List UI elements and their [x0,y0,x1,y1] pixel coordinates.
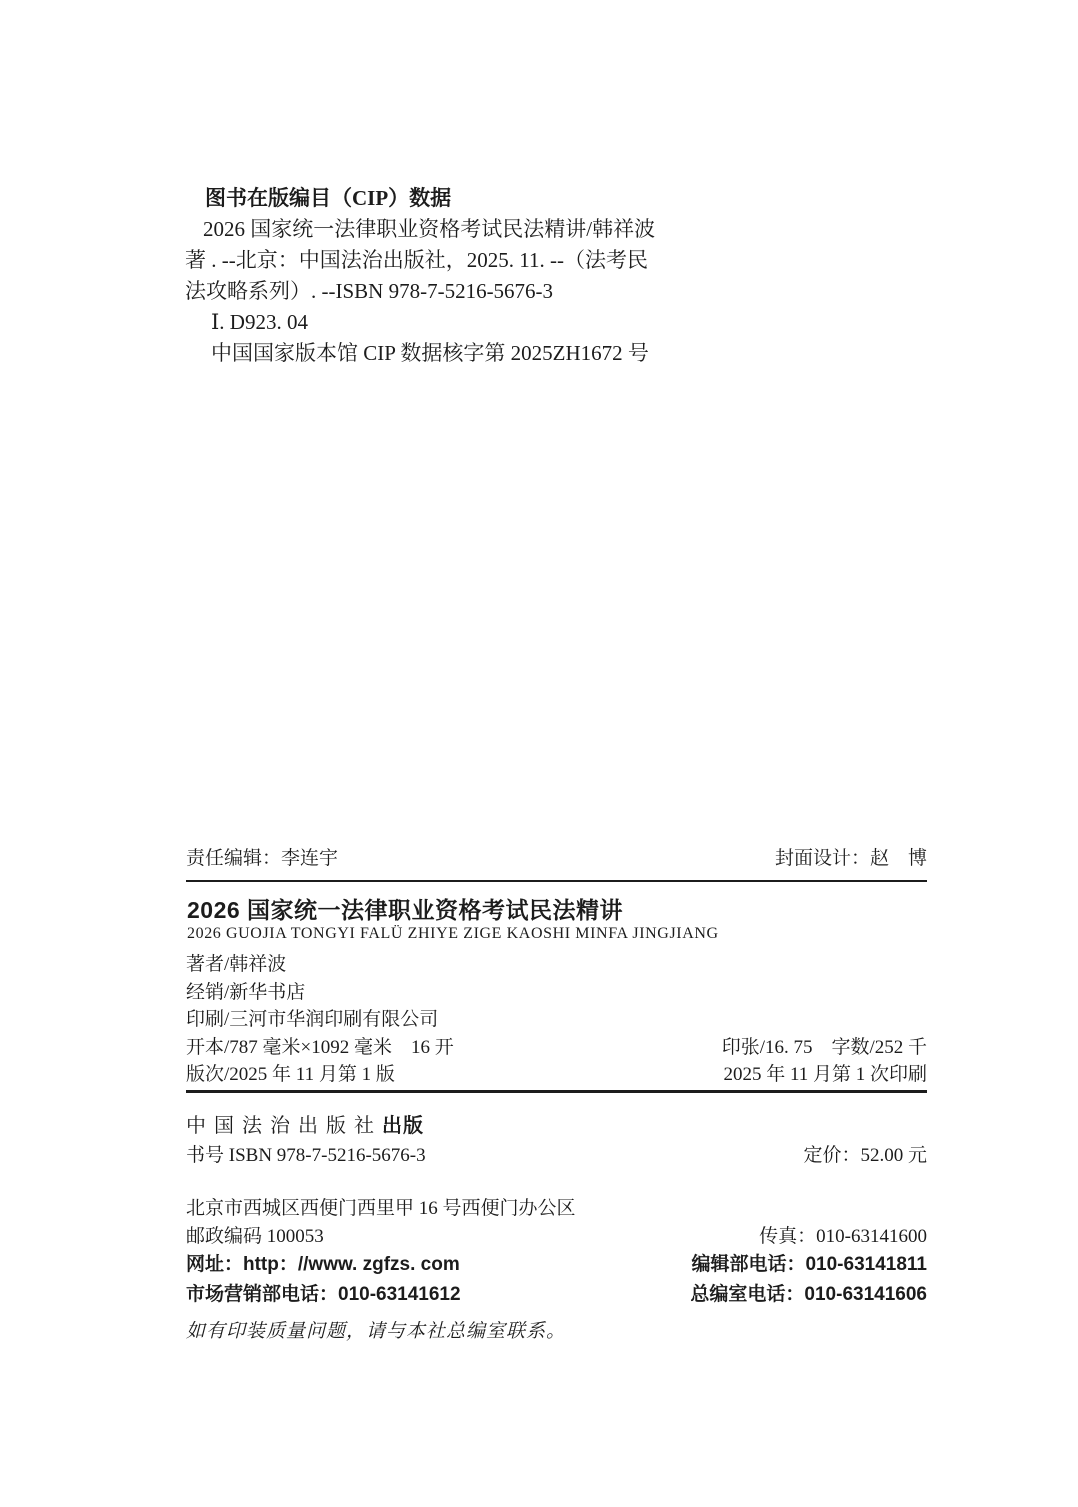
publisher-suffix: 出版 [382,1115,424,1137]
info-row-distributor [186,977,927,1004]
chief-office-phone: 总编室电话：010-63141606 [690,1284,927,1305]
info-row-format [186,1032,927,1059]
format: 开本/787 毫米×1092 毫米 16 开 [186,1037,454,1058]
cip-line-registry: 中国国家版本馆 CIP 数据核字第 2025ZH1672 号 [211,341,649,365]
cip-line-publisher: 著 . --北京：中国法治出版社，2025. 11. --（法考民 [185,248,648,272]
printing: 2025 年 11 月第 1 次印刷 [723,1064,927,1085]
isbn-price-row [186,1140,927,1167]
divider-top [186,880,927,882]
quality-notice: 如有印装质量问题，请与本社总编室联系。 [186,1321,567,1342]
postcode: 邮政编码 100053 [186,1226,324,1247]
book-title-pinyin: 2026 GUOJIA TONGYI FALÜ ZHIYE ZIGE KAOSHI MINFA JINGJIANG [187,925,719,942]
marketing-chief-row [186,1279,927,1306]
editorial-phone: 编辑部电话：010-63141811 [691,1254,927,1275]
cip-line-isbn: 法攻略系列）. --ISBN 978-7-5216-5676-3 [185,279,554,303]
price: 定价：52.00 元 [803,1145,927,1166]
marketing-phone: 市场营销部电话：010-63141612 [186,1284,461,1305]
isbn: 书号 ISBN 978-7-5216-5676-3 [186,1145,426,1166]
cip-line-classification: Ⅰ. D923. 04 [211,310,308,334]
responsible-editor: 责任编辑：李连宇 [186,848,339,869]
sheets-words: 印张/16. 75 字数/252 千 [721,1037,927,1058]
fax: 传真：010-63141600 [759,1226,927,1247]
divider-bottom [186,1090,927,1093]
cover-designer: 封面设计：赵 博 [774,848,927,869]
info-row-author [186,949,927,976]
publisher-name: 中国法治出版社 [186,1115,382,1137]
info-row-printer [186,1004,927,1031]
postcode-fax-row [186,1221,927,1248]
cip-line-title: 2026 国家统一法律职业资格考试民法精讲/韩祥波 [203,217,656,241]
printer: 印刷/三河市华润印刷有限公司 [186,1009,439,1030]
edition: 版次/2025 年 11 月第 1 版 [186,1064,395,1085]
info-row-edition [186,1059,927,1086]
website: 网址：http：//www. zgfzs. com [186,1254,460,1275]
distributor: 经销/新华书店 [186,982,306,1003]
cip-block [185,183,785,369]
credits-row [186,843,927,870]
publisher-address: 北京市西城区西便门西里甲 16 号西便门办公区 [186,1198,576,1219]
publisher-line [186,1109,424,1138]
author: 著者/韩祥波 [186,954,287,975]
cip-heading: 图书在版编目（CIP）数据 [205,186,452,210]
website-editorial-row [186,1249,927,1276]
book-title: 2026 国家统一法律职业资格考试民法精讲 [187,897,624,923]
